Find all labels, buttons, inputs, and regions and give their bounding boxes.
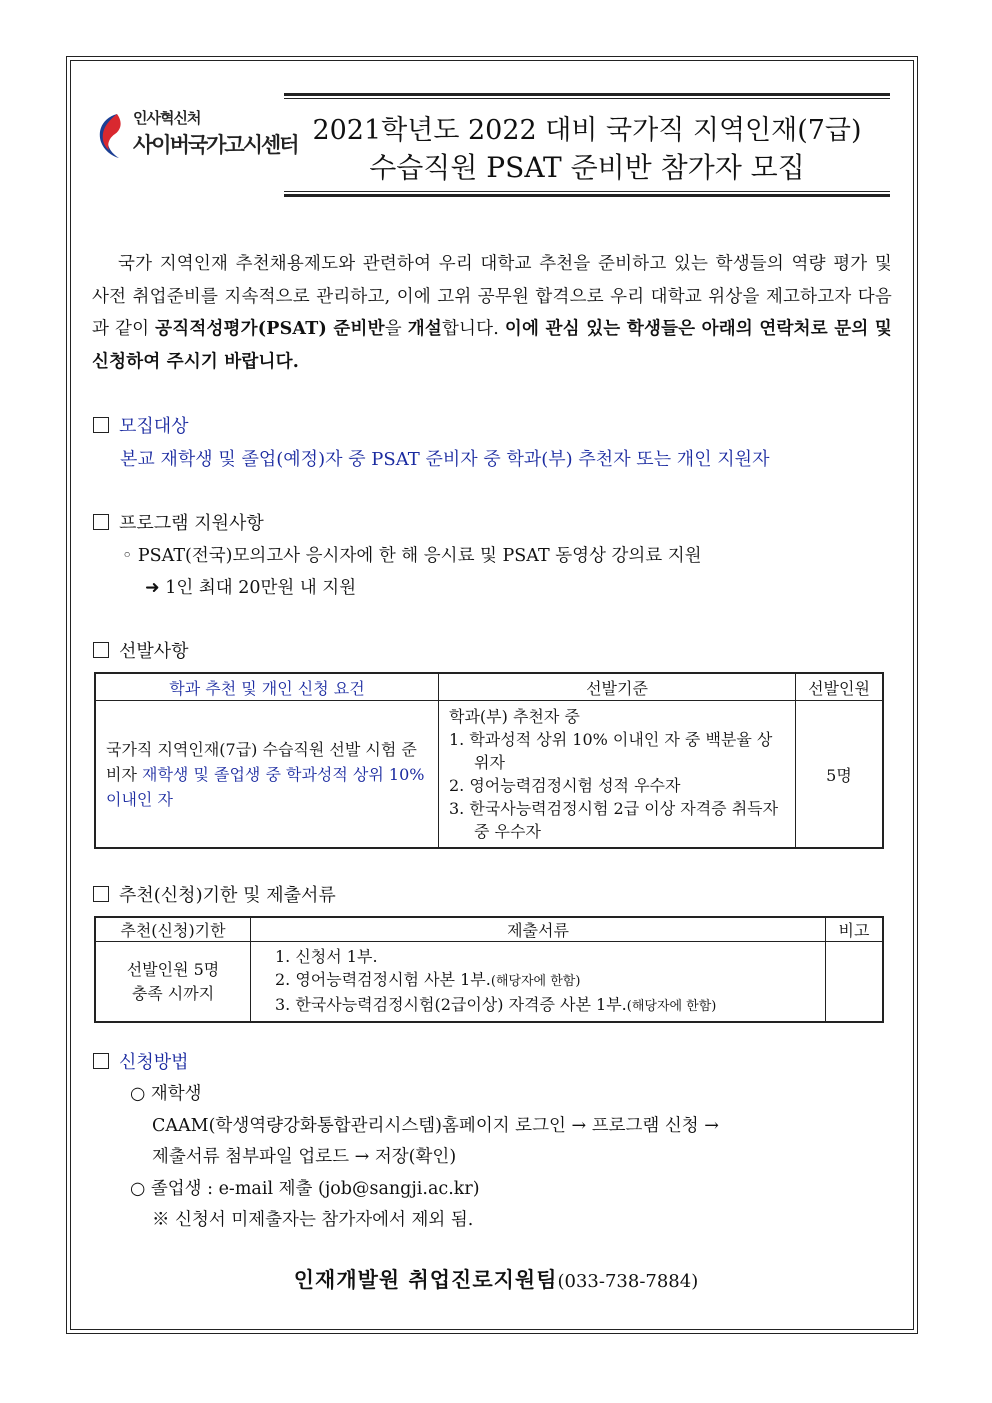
criteria-cell bbox=[439, 701, 796, 849]
section-apply bbox=[93, 1048, 189, 1074]
footer-phone: (033-738-7884) bbox=[557, 1271, 699, 1292]
count-cell: 5명 bbox=[796, 701, 884, 849]
checkbox-square-icon bbox=[93, 1053, 109, 1069]
requirement-cell bbox=[95, 701, 439, 849]
logo-line2: 사이버국가고시센터 bbox=[133, 133, 298, 157]
checkbox-square-icon bbox=[93, 642, 109, 658]
section-heading: 프로그램 지원사항 bbox=[119, 513, 264, 534]
intro-text-2: 을 bbox=[384, 319, 408, 339]
document-text: 2. 영어능력검정시험 사본 1부. bbox=[275, 970, 491, 989]
section-heading: 선발사항 bbox=[119, 641, 189, 662]
requirement-highlight: 재학생 및 졸업생 중 학과성적 상위 10% 이내인 자 bbox=[106, 764, 425, 809]
taeguk-icon bbox=[95, 110, 123, 162]
section-heading: 모집대상 bbox=[119, 416, 189, 437]
document-note: (해당자에 한함) bbox=[626, 999, 717, 1014]
section-recruit bbox=[93, 412, 189, 438]
intro-paragraph bbox=[92, 248, 892, 378]
footer-org: 인재개발원 취업진로지원팀 bbox=[293, 1267, 558, 1292]
page-title-line2: 수습직원 PSAT 준비반 참가자 모집 bbox=[369, 151, 805, 184]
period-cell bbox=[95, 942, 251, 1023]
intro-text: 국가 지역인재 추천채용제도와 관련하여 우리 대학교 추천을 준비하고 있는 학생들의 역량 평가 및 사전 취업준비를 지속적으로 관리하고, 이에 고위 공무원 합격으로 우리 대학교 위상을 제고하고자 다음과 같이 bbox=[92, 254, 892, 339]
section-selection bbox=[93, 637, 189, 663]
apply-student-step1: CAAM(학생역량강화통합관리시스템)홈페이지 로그인 → 프로그램 신청 → bbox=[152, 1116, 719, 1136]
apply-student-label: ○ 재학생 bbox=[130, 1084, 202, 1104]
document-text: 1. 신청서 1부. bbox=[275, 947, 378, 966]
document-item bbox=[275, 945, 801, 968]
logo-line1: 인사혁신처 bbox=[133, 109, 201, 127]
apply-note: ※ 신청서 미제출자는 참가자에서 제외 됨. bbox=[152, 1210, 474, 1230]
column-header: 선발기준 bbox=[439, 673, 796, 701]
document-item bbox=[275, 993, 801, 1018]
criteria-item: 2. 영어능력검정시험 성적 우수자 bbox=[449, 776, 681, 795]
section-program bbox=[93, 509, 264, 535]
intro-text-3: 합니다. bbox=[441, 319, 505, 339]
selection-table bbox=[94, 672, 884, 849]
document-text: 3. 한국사능력검정시험(2급이상) 자격증 사본 1부. bbox=[275, 995, 627, 1014]
checkbox-square-icon bbox=[93, 514, 109, 530]
documents-cell bbox=[251, 942, 826, 1023]
remark-cell bbox=[826, 942, 884, 1023]
column-header: 추천(신청)기한 bbox=[95, 917, 251, 942]
program-item: ◦ PSAT(전국)모의고사 응시자에 한 해 응시료 및 PSAT 동영상 강의료 지원 bbox=[122, 546, 702, 566]
period-line: 충족 시까지 bbox=[131, 983, 215, 1003]
documents-table bbox=[94, 916, 884, 1023]
document-item bbox=[275, 968, 801, 993]
intro-bold-contact: 이에 관심 있는 학생들은 아래의 연락처로 문의 및 신청하여 주시기 바랍니다. bbox=[92, 319, 893, 372]
column-header: 비고 bbox=[826, 917, 884, 942]
table-row bbox=[95, 701, 883, 849]
program-sub: ➜ 1인 최대 20만원 내 지원 bbox=[145, 578, 357, 598]
recruit-text: 본교 재학생 및 졸업(예정)자 중 PSAT 준비자 중 학과(부) 추천자 또는 개인 지원자 bbox=[120, 449, 770, 470]
criteria-item: 1. 학과성적 상위 10% 이내인 자 중 백분율 상위자 bbox=[449, 730, 773, 772]
section-heading: 추천(신청)기한 및 제출서류 bbox=[119, 885, 336, 906]
column-header: 학과 추천 및 개인 신청 요건 bbox=[95, 673, 439, 701]
page-title-line1: 2021학년도 2022 대비 국가직 지역인재(7급) bbox=[312, 115, 862, 146]
column-header: 제출서류 bbox=[251, 917, 826, 942]
apply-graduate: ○ 졸업생 : e-mail 제출 (job@sangji.ac.kr) bbox=[130, 1179, 480, 1199]
criteria-item: 3. 한국사능력검정시험 2급 이상 자격증 취득자 중 우수자 bbox=[449, 799, 779, 841]
table-header-row bbox=[95, 917, 883, 942]
intro-bold-psat: 공직적성평가(PSAT) 준비반 bbox=[155, 319, 385, 339]
requirement-text: 국가직 지역인재(7급) 수습직원 선발 시험 준비자 bbox=[106, 739, 417, 784]
section-heading: 신청방법 bbox=[119, 1052, 189, 1073]
table-row bbox=[95, 942, 883, 1023]
section-deadline bbox=[93, 881, 336, 907]
apply-student-step2: 제출서류 첨부파일 업로드 → 저장(확인) bbox=[152, 1147, 457, 1167]
document-note: (해당자에 한함) bbox=[490, 974, 581, 989]
agency-logo bbox=[95, 104, 298, 168]
contact-footer bbox=[0, 1264, 992, 1294]
intro-bold-open: 개설 bbox=[407, 319, 442, 339]
checkbox-square-icon bbox=[93, 417, 109, 433]
period-line: 선발인원 5명 bbox=[126, 959, 220, 979]
title-box bbox=[284, 93, 890, 197]
criteria-intro: 학과(부) 추천자 중 bbox=[449, 707, 580, 726]
checkbox-square-icon bbox=[93, 886, 109, 902]
table-header-row bbox=[95, 673, 883, 701]
column-header: 선발인원 bbox=[796, 673, 884, 701]
